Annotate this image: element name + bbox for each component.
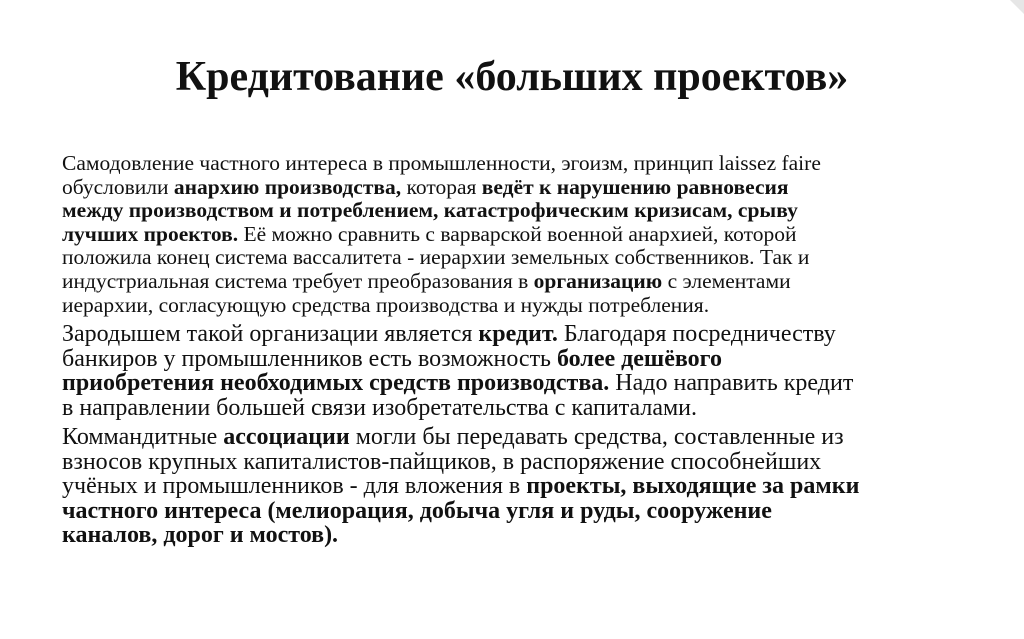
text-line: [62, 394, 967, 421]
text-run: могли бы передавать средства, составленные из: [349, 424, 844, 451]
text-line: [62, 292, 967, 318]
text-line: [62, 198, 967, 223]
text-line: [62, 174, 967, 200]
paragraph-3: [62, 425, 967, 548]
text-line: [62, 221, 967, 247]
paragraph-2: [62, 322, 967, 420]
text-run: учёных и промышленников - для вложения в: [62, 473, 527, 500]
bold-text: кредит.: [478, 321, 558, 348]
paragraph-1: [62, 152, 967, 317]
text-run: взносов крупных капиталистов-пайщиков, в распоряжение способнейших: [62, 448, 822, 475]
text-run: в направлении большей связи изобретательства с капиталами.: [62, 394, 698, 421]
bold-text: проекты, выходящие за рамки: [526, 473, 860, 500]
slide-body: [62, 152, 967, 553]
text-line: [62, 151, 967, 176]
text-run: Надо направить кредит: [609, 370, 854, 397]
text-run: Зародышем такой организации является: [62, 321, 479, 348]
text-run: индустриальная система требует преобразования в: [62, 268, 534, 293]
text-run: которая: [401, 174, 482, 199]
text-line: [62, 497, 967, 524]
text-line: [62, 321, 967, 348]
slide-title: Кредитование «больших проектов»: [175, 54, 849, 100]
text-run: иерархии, согласующую средства производства и нужды потребления.: [62, 292, 710, 317]
bold-text: организацию: [533, 268, 663, 293]
bold-text: ведёт к нарушению равновесия: [481, 174, 789, 199]
text-run: Благодаря посредничеству: [557, 321, 836, 348]
text-run: Самодовление частного интереса в промышленности, эгоизм, принцип laissez faire: [62, 151, 821, 175]
bold-text: анархию производства,: [173, 174, 402, 199]
text-run: положила конец система вассалитета - иерархии земельных собственников. Так и: [62, 245, 810, 270]
bold-text: каналов, дорог и мостов).: [62, 522, 339, 549]
text-line: [62, 268, 967, 294]
text-run: банкиров у промышленников есть возможность: [62, 345, 557, 372]
text-line: [62, 245, 967, 270]
text-line: [62, 448, 967, 475]
bold-text: более дешёвого: [557, 345, 722, 372]
text-line: [62, 424, 967, 451]
bold-text: лучших проектов.: [62, 221, 239, 246]
text-run: Её можно сравнить с варварской военной анархией, которой: [238, 221, 797, 246]
bold-text: ассоциации: [223, 424, 350, 451]
text-line: [62, 522, 967, 549]
text-line: [62, 370, 967, 397]
corner-mark: [1010, 0, 1024, 14]
bold-text: частного интереса (мелиорация, добыча угля и руды, сооружение: [62, 497, 772, 524]
text-line: [62, 345, 967, 372]
text-run: Коммандитные: [62, 424, 224, 451]
text-run: обусловили: [62, 174, 174, 199]
text-run: с элементами: [662, 268, 791, 293]
text-line: [62, 473, 967, 500]
bold-text: приобретения необходимых средств производства.: [62, 370, 610, 397]
bold-text: между производством и потреблением, катастрофическим кризисам, срыву: [62, 198, 798, 223]
